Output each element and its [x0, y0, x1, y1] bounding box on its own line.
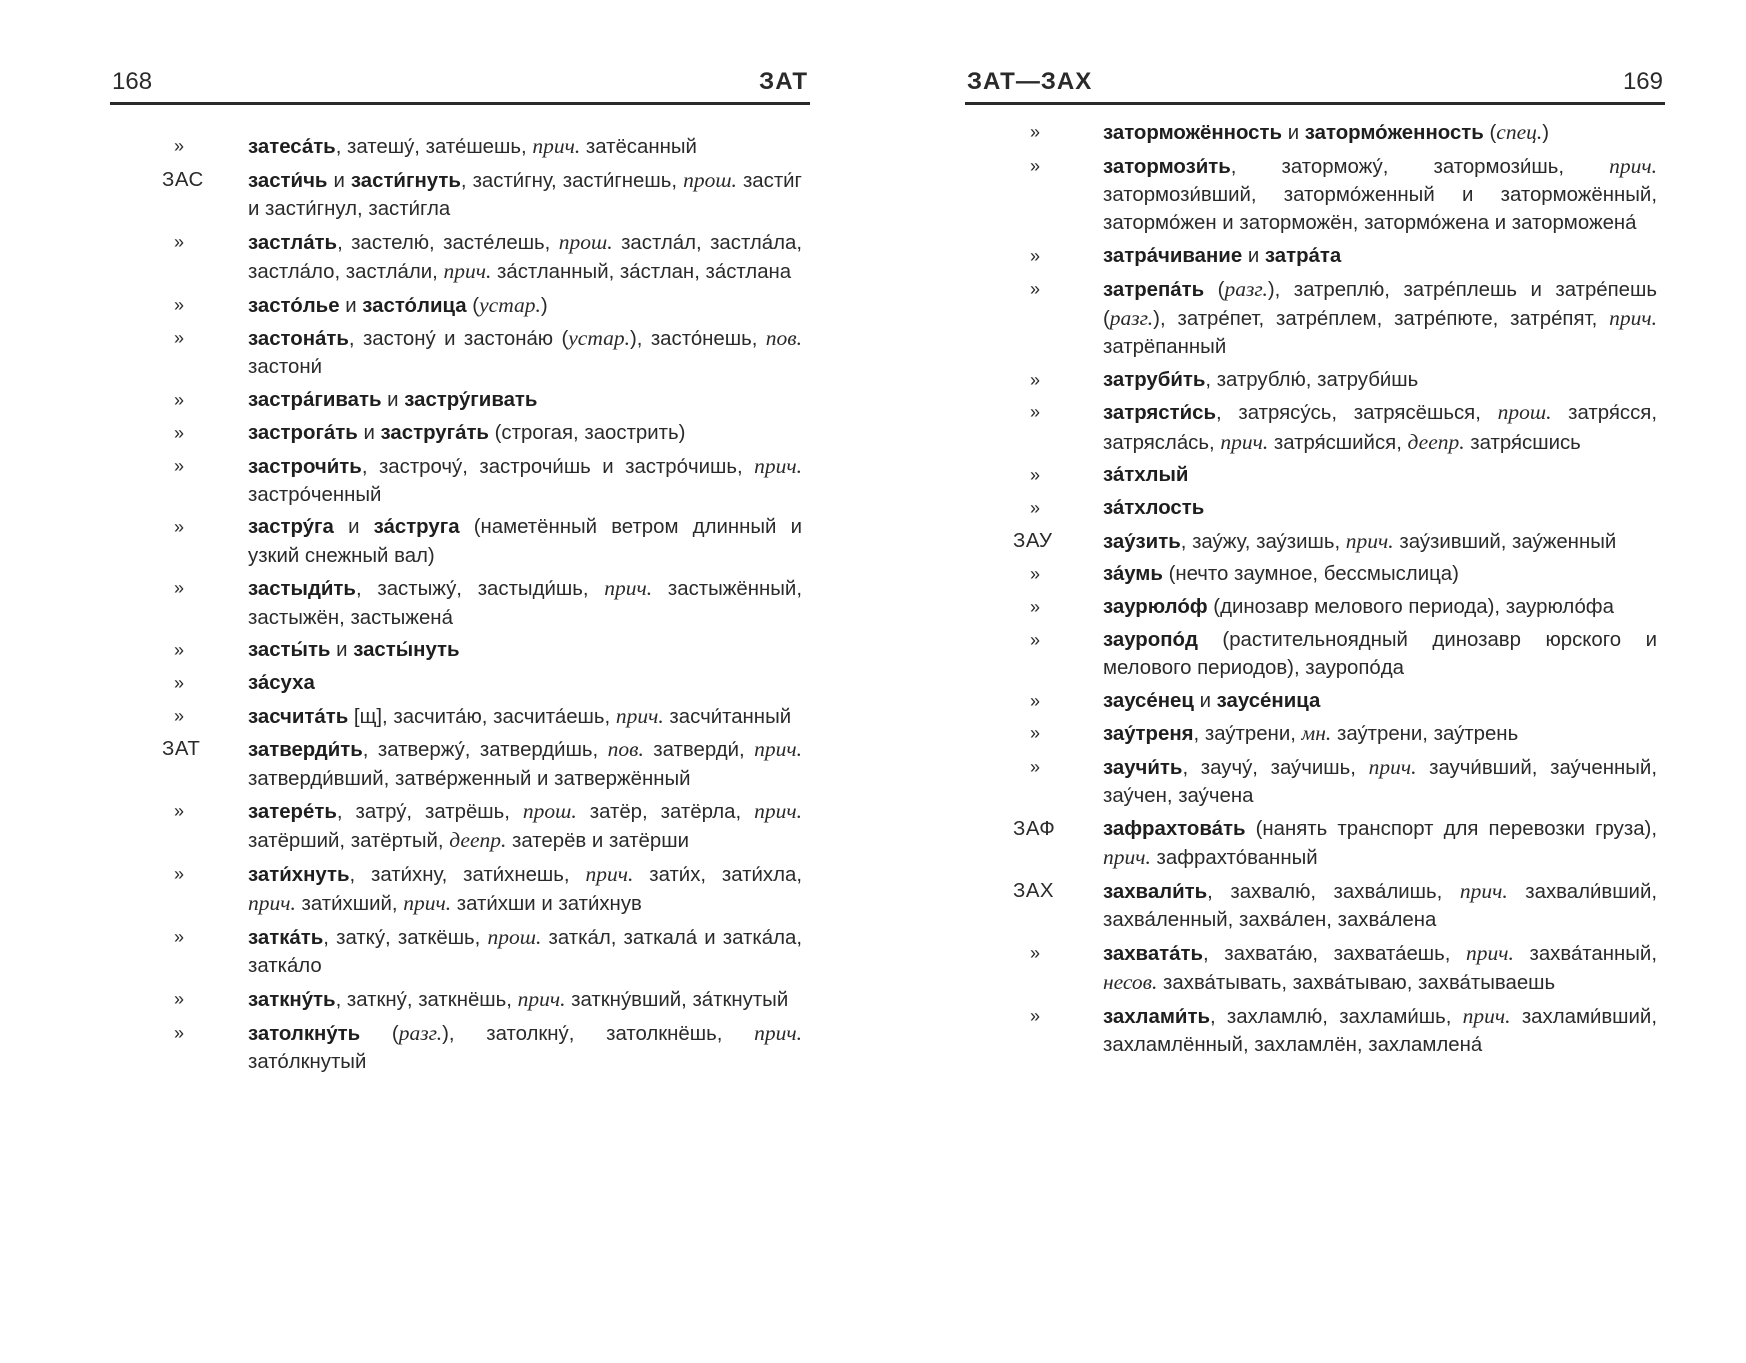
entry-forms: заткну́вший, за́ткнутый	[565, 988, 789, 1011]
entry-text	[1103, 719, 1665, 748]
grammar-label: пов.	[607, 737, 644, 762]
entry-forms: (строгая, заострить)	[488, 421, 686, 444]
headword: захлами́ть	[1103, 1005, 1210, 1028]
running-head: ЗАТ	[759, 68, 808, 95]
entry-forms: засти́г и засти́гнул, засти́гла	[248, 169, 802, 220]
entry-forms: засчи́танный	[663, 705, 792, 728]
dictionary-entry	[110, 166, 810, 223]
ditto-mark: »	[174, 328, 185, 349]
dictionary-entry	[110, 291, 810, 320]
entry-forms: (нечто заумное, бессмыслица)	[1162, 563, 1459, 586]
ditto-mark: »	[174, 705, 185, 726]
dictionary-entry	[110, 985, 810, 1014]
entry-text	[248, 636, 810, 664]
ditto-mark: »	[174, 672, 185, 693]
grammar-label: прич.	[443, 258, 492, 283]
grammar-label: прич.	[615, 703, 664, 728]
headword: затверди́ть	[248, 739, 363, 762]
letter-group-marker: ЗАУ	[1013, 529, 1053, 552]
entry-text	[248, 797, 810, 855]
entry-text	[248, 702, 810, 731]
dictionary-entry	[110, 636, 810, 664]
grammar-label: прич.	[754, 453, 802, 478]
dictionary-entry	[965, 719, 1665, 748]
headword: заурюло́ф	[1103, 596, 1208, 619]
entry-forms: заучи́вший, зау́ченный, зау́чен, зау́чена	[1103, 757, 1657, 808]
letter-group-marker: ЗАС	[162, 168, 204, 191]
entry-forms: зати́хши и зати́хнув	[451, 893, 642, 916]
headword: засти́чь	[248, 169, 328, 192]
grammar-label: прич.	[1459, 878, 1508, 903]
entry-forms: , зати́хну, зати́хнешь,	[349, 864, 586, 887]
headword: засты́нуть	[353, 639, 460, 662]
entry-forms: , зау́трени,	[1193, 723, 1302, 746]
headword: застла́ть	[248, 231, 338, 254]
entry-text	[1103, 939, 1665, 997]
entry-text	[1103, 560, 1665, 588]
entry-text	[1103, 118, 1665, 147]
entry-text	[248, 132, 810, 161]
dictionary-entry	[110, 669, 810, 697]
headword: затка́ть	[248, 927, 324, 950]
entry-forms: )	[540, 294, 548, 317]
headword: зау́зить	[1103, 530, 1181, 553]
headword: застрочи́ть	[248, 455, 362, 478]
headword: застру́га	[248, 516, 334, 539]
entry-forms: ), затолкну́, затолкнёшь,	[442, 1022, 755, 1045]
entry-forms: , заучу́, зау́чишь,	[1182, 757, 1369, 780]
entry-forms: и	[357, 421, 381, 444]
ditto-mark: »	[1030, 942, 1041, 963]
headword: засто́лица	[362, 294, 467, 317]
entry-forms: захвали́вший, захва́ленный, захва́лен, захва́лена	[1103, 880, 1658, 932]
entry-text	[248, 228, 810, 286]
page-number: 169	[1622, 68, 1663, 95]
grammar-label: прич.	[532, 134, 581, 158]
dictionary-entry	[965, 242, 1665, 270]
entry-text	[248, 735, 810, 792]
ditto-mark: »	[1030, 278, 1041, 299]
right-page-header	[965, 58, 1665, 105]
entry-text	[1103, 687, 1665, 715]
grammar-label: устар.	[479, 292, 541, 317]
entry-text	[1103, 152, 1665, 238]
entry-text	[1103, 753, 1665, 810]
entry-text	[1103, 626, 1665, 682]
grammar-label: деепр.	[1407, 429, 1465, 454]
headword: за́тхлый	[1103, 464, 1189, 487]
dictionary-entry	[110, 702, 810, 731]
ditto-mark: »	[174, 390, 185, 411]
headword: заучи́ть	[1103, 757, 1183, 780]
entry-text	[248, 923, 810, 980]
entry-forms: (	[466, 294, 480, 317]
entry-text	[1103, 275, 1665, 362]
headword: застра́гивать	[248, 389, 382, 412]
headword: затормо́женность	[1304, 122, 1484, 144]
grammar-label: прош.	[522, 799, 577, 824]
dictionary-entry	[965, 560, 1665, 588]
dictionary-entry	[110, 1019, 810, 1076]
ditto-mark: »	[174, 422, 185, 443]
headword: затолкну́ть	[248, 1022, 361, 1045]
entry-forms: и	[339, 294, 363, 317]
grammar-label: прич.	[754, 799, 802, 824]
dictionary-entry	[110, 452, 810, 509]
entry-text	[1103, 494, 1665, 522]
entry-forms: затверди́вший, затве́рженный и затвержённый	[248, 767, 691, 790]
entry-forms: затёрший, затёртый,	[248, 830, 450, 853]
grammar-label: пов.	[765, 326, 802, 351]
ditto-mark: »	[174, 136, 185, 156]
entry-text	[1103, 527, 1665, 556]
ditto-mark: »	[1030, 690, 1041, 711]
ditto-mark: »	[1030, 369, 1041, 390]
entry-forms: и	[330, 639, 354, 662]
entry-forms: и	[1282, 122, 1305, 144]
entry-forms: , заткну́, заткнёшь,	[335, 988, 518, 1011]
headword: зати́хнуть	[248, 864, 350, 887]
entry-text	[248, 452, 810, 509]
entry-forms: захлами́вший, захламлённый, захламлён, захламлена́	[1103, 1005, 1657, 1056]
entry-forms: застро́ченный	[248, 483, 382, 506]
entry-forms: затря́сшись	[1464, 431, 1581, 454]
entry-text	[1103, 242, 1665, 270]
headword: за́тхлость	[1103, 496, 1205, 519]
entry-forms: затёсанный	[580, 136, 697, 158]
ditto-mark: »	[174, 988, 185, 1009]
entry-forms: (	[1204, 278, 1225, 301]
headword: затра́та	[1264, 244, 1342, 267]
ditto-mark: »	[174, 231, 185, 252]
headword: затрясти́сь	[1103, 402, 1217, 425]
ditto-mark: »	[174, 294, 185, 315]
ditto-mark: »	[1030, 757, 1041, 778]
entry-forms: и	[333, 516, 374, 539]
dictionary-entry	[965, 527, 1665, 556]
ditto-mark: »	[1030, 597, 1041, 618]
entry-text	[248, 513, 810, 569]
headword: затрепа́ть	[1103, 278, 1205, 301]
dictionary-entry	[110, 419, 810, 447]
dictionary-entry	[110, 228, 810, 286]
dictionary-entry	[110, 574, 810, 631]
entry-forms: , захвалю́, захва́лишь,	[1207, 880, 1460, 903]
headword: за́суха	[248, 671, 315, 694]
ditto-mark: »	[174, 927, 185, 948]
grammar-label: прич.	[1609, 305, 1657, 330]
ditto-mark: »	[174, 801, 185, 822]
headword: засты́ть	[248, 639, 331, 662]
entry-forms: , затрясу́сь, затрясёшься,	[1216, 402, 1498, 425]
headword: захвали́ть	[1103, 880, 1208, 903]
dictionary-entry	[110, 860, 810, 918]
grammar-label: прич.	[754, 1020, 802, 1045]
dictionary-entry	[110, 797, 810, 855]
entry-forms: , застону́ и застона́ю (	[348, 328, 569, 351]
dictionary-entry	[965, 877, 1665, 934]
entry-forms: затря́сшийся,	[1268, 431, 1408, 454]
entry-forms: зати́хший,	[295, 893, 404, 916]
grammar-label: несов.	[1103, 969, 1158, 994]
entry-forms: , заторможу́, затормози́шь,	[1230, 155, 1610, 178]
headword: засто́лье	[248, 294, 340, 317]
entry-forms: и	[381, 389, 405, 412]
entry-forms: затрёпанный	[1103, 335, 1227, 358]
ditto-mark: »	[1030, 402, 1041, 423]
ditto-mark: »	[1030, 1005, 1041, 1026]
grammar-label: прич.	[1609, 153, 1657, 178]
entry-forms: и	[327, 169, 351, 192]
left-page	[110, 0, 810, 1363]
grammar-label: прич.	[1220, 429, 1269, 454]
dictionary-entry	[110, 132, 810, 161]
entry-forms: за́стланный, за́стлан, за́стлана	[491, 260, 792, 283]
dictionary-entry	[965, 1002, 1665, 1059]
dictionary-entry	[965, 398, 1665, 456]
ditto-mark: »	[1030, 497, 1041, 518]
entry-forms: , застелю́, засте́лешь,	[337, 231, 559, 254]
entry-forms: ), затреплю́, затре́плешь и затре́пешь (	[1103, 278, 1657, 330]
headword: зафрахтова́ть	[1103, 817, 1246, 840]
entry-forms: (растительноядный динозавр юрского и мелового периодов), зауропо́да	[1103, 628, 1657, 679]
headword: заткну́ть	[248, 988, 336, 1011]
grammar-label: устар.	[568, 326, 630, 351]
letter-group-marker: ЗАФ	[1013, 817, 1056, 840]
entry-text	[248, 860, 810, 918]
ditto-mark: »	[1030, 465, 1041, 486]
dictionary-entry	[965, 593, 1665, 621]
ditto-mark: »	[174, 1022, 185, 1043]
headword: зауропо́д	[1103, 628, 1198, 651]
grammar-label: прич.	[1103, 845, 1151, 870]
grammar-label: прич.	[585, 862, 634, 887]
entry-forms: зау́трени, зау́трень	[1331, 723, 1519, 746]
entry-forms: , застрочу́, застрочи́шь и застро́чишь,	[361, 455, 755, 478]
dictionary-entry	[965, 626, 1665, 682]
dictionary-entry	[110, 735, 810, 792]
entry-text	[248, 1019, 810, 1076]
entry-forms: , захвата́ю, захвата́ешь,	[1203, 942, 1467, 965]
headword: заусе́нец	[1103, 689, 1194, 712]
dictionary-entry	[965, 815, 1665, 872]
entry-forms: , затешу́, зате́шешь,	[335, 136, 533, 158]
dictionary-entry	[110, 386, 810, 414]
ditto-mark: »	[1030, 629, 1041, 650]
entry-forms: зау́зивший, зау́женный	[1393, 530, 1617, 553]
grammar-label: прич.	[1466, 940, 1514, 965]
dictionary-entry	[965, 275, 1665, 362]
ditto-mark: »	[1030, 723, 1041, 744]
headword: за́умь	[1103, 563, 1163, 586]
grammar-label: прош.	[1497, 400, 1552, 425]
headword: за́струга	[373, 516, 460, 539]
grammar-label: прич.	[403, 891, 452, 916]
entry-forms: , затку́, заткёшь,	[323, 927, 488, 950]
entry-text	[248, 166, 810, 223]
ditto-mark: »	[174, 578, 185, 599]
right-page	[965, 0, 1665, 1363]
entry-text	[248, 574, 810, 631]
headword: заструга́ть	[380, 421, 489, 444]
headword: застру́гивать	[404, 389, 538, 412]
headword: засчита́ть	[248, 705, 349, 728]
running-head: ЗАТ—ЗАХ	[967, 68, 1093, 95]
entry-forms: ), затре́пет, затре́плем, затре́пюте, затре́пят,	[1153, 307, 1610, 330]
entry-forms: и	[1242, 244, 1265, 267]
headword: застрога́ть	[248, 421, 358, 444]
entry-forms: захва́танный,	[1513, 942, 1657, 965]
ditto-mark: »	[174, 455, 185, 476]
entry-text	[248, 985, 810, 1014]
headword: затра́чивание	[1103, 244, 1243, 267]
entry-forms: , захламлю́, захлами́шь,	[1209, 1005, 1463, 1028]
grammar-label: разг.	[398, 1020, 443, 1045]
dictionary-entry	[110, 324, 810, 381]
headword: затормози́ть	[1103, 155, 1231, 178]
grammar-label: разг.	[1109, 305, 1154, 330]
dictionary-entry	[965, 118, 1665, 147]
entry-forms: зато́лкнутый	[248, 1050, 367, 1073]
entry-list	[965, 118, 1665, 1064]
dictionary-entry	[965, 494, 1665, 522]
grammar-label: прош.	[487, 925, 542, 950]
entry-forms: и	[1193, 689, 1217, 712]
headword: зау́треня	[1103, 723, 1194, 746]
entry-forms: , затрублю́, затруби́шь	[1205, 368, 1419, 391]
grammar-label: прич.	[248, 891, 296, 916]
entry-text	[1103, 366, 1665, 394]
dictionary-entry	[965, 152, 1665, 238]
dictionary-entry	[110, 513, 810, 569]
headword: застыди́ть	[248, 578, 356, 601]
headword: захвата́ть	[1103, 942, 1204, 965]
grammar-label: прош.	[683, 167, 737, 192]
entry-text	[1103, 593, 1665, 621]
entry-text	[1103, 1002, 1665, 1059]
grammar-label: прош.	[558, 229, 613, 254]
entry-forms: , застыжу́, застыди́шь,	[355, 578, 605, 601]
headword: засти́гнуть	[350, 169, 461, 192]
entry-forms: застла́л, застла́ла, застла́ло, застла́ли,	[248, 231, 802, 283]
entry-forms: застыжённый, застыжён, застыжена́	[248, 578, 802, 629]
grammar-label: прич.	[517, 986, 566, 1011]
dictionary-entry	[965, 753, 1665, 810]
letter-group-marker: ЗАТ	[162, 738, 201, 761]
ditto-mark: »	[174, 864, 185, 885]
entry-text	[248, 386, 810, 414]
entry-text	[1103, 398, 1665, 456]
dictionary-entry	[965, 461, 1665, 489]
headword: застона́ть	[248, 328, 349, 351]
headword: заторможённость	[1103, 122, 1283, 144]
entry-forms: затря́сся, затрясла́сь,	[1103, 402, 1657, 454]
ditto-mark: »	[1030, 122, 1041, 142]
page-number: 168	[112, 68, 153, 95]
headword: затруби́ть	[1103, 368, 1206, 391]
ditto-mark: »	[174, 517, 185, 538]
entry-forms: (	[1483, 122, 1497, 144]
left-page-header	[110, 58, 810, 105]
entry-forms: застони́	[248, 356, 322, 379]
grammar-label: мн.	[1301, 721, 1332, 746]
entry-forms: (динозавр мелового периода), заурюло́фа	[1207, 596, 1614, 619]
grammar-label: прич.	[604, 576, 653, 601]
entry-forms: затерёв и затёрши	[506, 830, 689, 853]
grammar-label: прич.	[1462, 1003, 1511, 1028]
entry-text	[248, 324, 810, 381]
headword: затере́ть	[248, 801, 337, 824]
entry-forms: ), засто́нешь,	[630, 328, 766, 351]
entry-text	[1103, 877, 1665, 934]
dictionary-entry	[965, 366, 1665, 394]
grammar-label: прич.	[754, 737, 802, 762]
entry-forms: (наметённый ветром длинный и узкий снежный вал)	[248, 516, 802, 567]
entry-forms: (	[360, 1022, 399, 1045]
entry-text	[248, 291, 810, 320]
grammar-label: прич.	[1345, 528, 1394, 553]
entry-text	[1103, 461, 1665, 489]
entry-forms: [щ], засчита́ю, засчита́ешь,	[348, 705, 616, 728]
ditto-mark: »	[174, 640, 185, 661]
entry-forms: (нанять транспорт для перевозки груза),	[1245, 817, 1657, 840]
entry-forms: захва́тывать, захва́тываю, захва́тываешь	[1157, 971, 1556, 994]
entry-forms: , зау́жу, зау́зишь,	[1180, 530, 1346, 553]
entry-forms: затка́л, заткала́ и затка́ла, затка́ло	[248, 927, 802, 978]
entry-forms: )	[1542, 122, 1550, 144]
dictionary-entry	[965, 939, 1665, 997]
grammar-label: деепр.	[449, 828, 507, 853]
grammar-label: разг.	[1224, 276, 1268, 301]
headword: заусе́ница	[1216, 689, 1321, 712]
ditto-mark: »	[1030, 155, 1041, 176]
entry-forms: затормози́вший, затормо́женный и заторможённый, затормо́жен и заторможён, затормо́жена и заторможена́	[1103, 183, 1657, 235]
ditto-mark: »	[1030, 245, 1041, 266]
entry-forms: , затру́, затрёшь,	[336, 801, 523, 824]
dictionary-entry	[965, 687, 1665, 715]
entry-text	[1103, 815, 1665, 872]
dictionary-entry	[110, 923, 810, 980]
entry-list	[110, 132, 810, 1081]
entry-text	[248, 669, 810, 697]
grammar-label: прич.	[1368, 755, 1417, 780]
ditto-mark: »	[1030, 564, 1041, 585]
grammar-label: спец.	[1496, 120, 1543, 144]
entry-text	[248, 419, 810, 447]
entry-forms: затверди́,	[643, 739, 755, 762]
entry-forms: зати́х, зати́хла,	[633, 864, 802, 887]
entry-forms: зафрахто́ванный	[1150, 847, 1318, 870]
entry-forms: , затвержу́, затверди́шь,	[362, 739, 608, 762]
entry-forms: , засти́гну, засти́гнешь,	[460, 169, 684, 192]
headword: затеса́ть	[248, 136, 336, 158]
entry-forms: затёр, затёрла,	[576, 801, 755, 824]
letter-group-marker: ЗАХ	[1013, 879, 1055, 902]
